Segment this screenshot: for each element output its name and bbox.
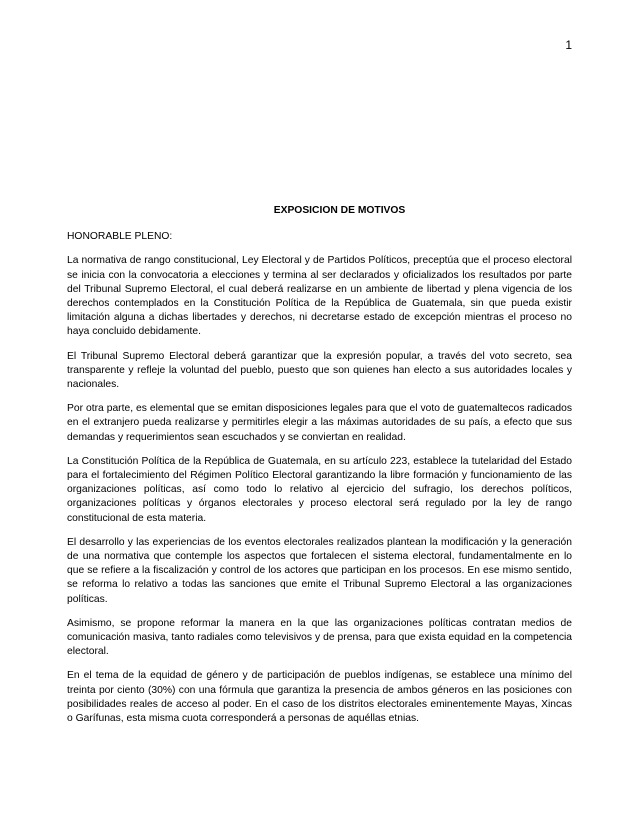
paragraph-3: Por otra parte, es elemental que se emitan disposiciones legales para que el voto de guatemaltecos radicados en el extranjero pueda realizarse y permitirles elegir a las máximas autoridades de su país, a efecto que sus demandas y requerimientos sean escuchados y se conviertan en realidad.	[67, 403, 572, 443]
document-body	[67, 204, 572, 736]
paragraph-2: El Tribunal Supremo Electoral deberá garantizar que la expresión popular, a través del voto secreto, sea transparente y refleje la voluntad del pueblo, puesto que son quienes han electo a sus autoridades locales y nacionales.	[67, 350, 572, 391]
document-title: EXPOSICION DE MOTIVOS	[273, 205, 406, 216]
paragraph-7: En el tema de la equidad de género y de participación de pueblos indígenas, se establece una mínimo del treinta por ciento (30%) con una fórmula que garantiza la presencia de ambos géneros en las posiciones con posibilidades reales de acceso al poder. En el caso de los distritos electorales eminentemente Mayas, Xincas o Garífunas, esta misma cuota corresponderá a personas de aquéllas etnias.	[67, 670, 572, 725]
paragraph-4: La Constitución Política de la República de Guatemala, en su artículo 223, establece la tutelaridad del Estado para el fortalecimiento del Régimen Político Electoral garantizando la libre formación y funcionamiento de las organizaciones políticas, así como todo lo relativo al ejercicio del sufragio, los derechos políticos, organizaciones políticas y órganos electorales y proceso electoral será regulado por la ley de rango constitucional de esta materia.	[67, 455, 572, 524]
paragraph-6: Asimismo, se propone reformar la manera en la que las organizaciones políticas contratan medios de comunicación masiva, tanto radiales como televisivos y de prensa, para que exista equidad en la competencia electoral.	[67, 617, 572, 658]
paragraph-5: El desarrollo y las experiencias de los eventos electorales realizados plantean la modificación y la generación de una normativa que contemple los aspectos que fortalecen el sistema electoral, fundamentalmente en lo que se refiere a la fiscalización y control de los actores que participan en los procesos. En ese mismo sentido, se reforma lo relativo a todas las sanciones que emite el Tribunal Supremo Electoral a las organizaciones políticas.	[67, 536, 572, 605]
salutation: HONORABLE PLENO:	[67, 231, 173, 243]
page-number: 1	[565, 38, 572, 52]
paragraph-1: La normativa de rango constitucional, Ley Electoral y de Partidos Políticos, preceptúa que el proceso electoral se inicia con la convocatoria a elecciones y termina al ser declarados y oficializados los resultados por parte del Tribunal Supremo Electoral, el cual deberá realizarse en un ambiente de libertad y plena vigencia de los derechos contemplados en la Constitución Política de la República de Guatemala, sin que pueda existir limitación alguna a dichas libertades y derechos, ni decretarse estado de excepción mientras el proceso no haya concluido debidamente.	[67, 255, 572, 338]
